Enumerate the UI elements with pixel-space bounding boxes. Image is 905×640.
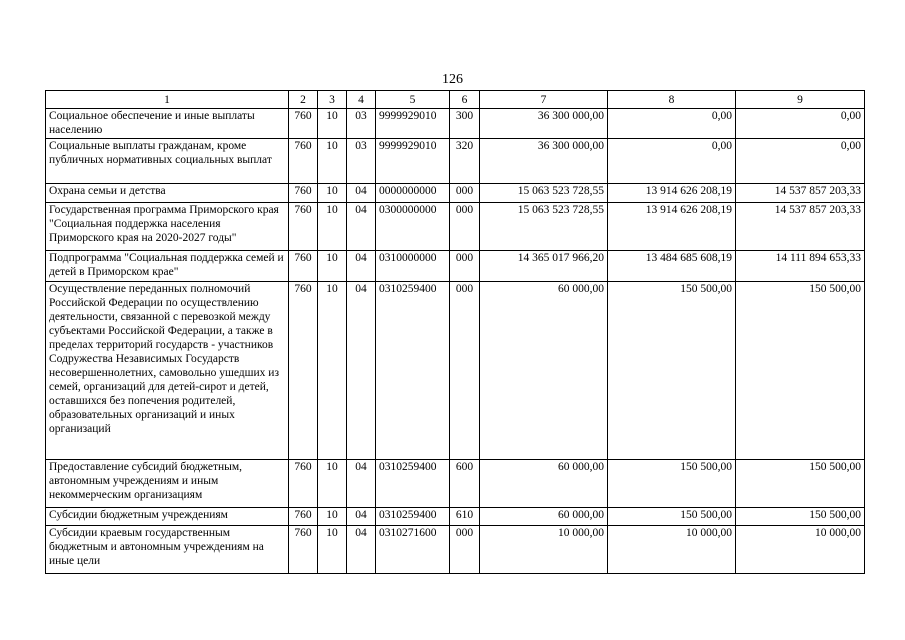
row-rz: 10 xyxy=(318,109,347,139)
row-pr: 04 xyxy=(347,203,376,251)
row-name: Подпрограмма "Социальная поддержка семей и детей в Приморском крае" xyxy=(46,251,289,282)
table-row xyxy=(46,251,865,282)
column-header: 7 xyxy=(480,91,608,109)
row-pr: 04 xyxy=(347,508,376,526)
column-header: 8 xyxy=(608,91,736,109)
row-name: Субсидии краевым государственным бюджетным и автономным учреждениям на иные цели xyxy=(46,526,289,574)
row-vr: 300 xyxy=(450,109,480,139)
table-row xyxy=(46,109,865,139)
row-csr: 0310259400 xyxy=(376,508,450,526)
budget-table xyxy=(45,90,865,574)
row-rz: 10 xyxy=(318,203,347,251)
table-row xyxy=(46,184,865,203)
table-row xyxy=(46,139,865,184)
page-number: 126 xyxy=(442,72,463,87)
row-gr: 760 xyxy=(289,184,318,203)
row-amount-9: 150 500,00 xyxy=(736,460,865,508)
row-amount-7: 15 063 523 728,55 xyxy=(480,184,608,203)
row-vr: 610 xyxy=(450,508,480,526)
column-header: 2 xyxy=(289,91,318,109)
row-rz: 10 xyxy=(318,508,347,526)
row-amount-7: 15 063 523 728,55 xyxy=(480,203,608,251)
row-pr: 04 xyxy=(347,526,376,574)
row-rz: 10 xyxy=(318,526,347,574)
row-amount-9: 0,00 xyxy=(736,109,865,139)
row-pr: 04 xyxy=(347,251,376,282)
row-name: Социальное обеспечение и иные выплаты населению xyxy=(46,109,289,139)
row-rz: 10 xyxy=(318,139,347,184)
row-amount-7: 60 000,00 xyxy=(480,508,608,526)
column-header: 4 xyxy=(347,91,376,109)
row-rz: 10 xyxy=(318,251,347,282)
row-csr: 0310000000 xyxy=(376,251,450,282)
table-row xyxy=(46,508,865,526)
row-name: Социальные выплаты гражданам, кроме публичных нормативных социальных выплат xyxy=(46,139,289,184)
table-row xyxy=(46,203,865,251)
row-rz: 10 xyxy=(318,184,347,203)
row-amount-8: 13 484 685 608,19 xyxy=(608,251,736,282)
row-gr: 760 xyxy=(289,508,318,526)
row-amount-9: 0,00 xyxy=(736,139,865,184)
row-vr: 000 xyxy=(450,184,480,203)
column-header: 9 xyxy=(736,91,865,109)
row-gr: 760 xyxy=(289,203,318,251)
column-header: 5 xyxy=(376,91,450,109)
table-row xyxy=(46,526,865,574)
row-pr: 03 xyxy=(347,139,376,184)
row-name: Государственная программа Приморского края "Социальная поддержка населения Приморского края на 2020-2027 годы" xyxy=(46,203,289,251)
row-csr: 0310259400 xyxy=(376,282,450,460)
row-gr: 760 xyxy=(289,251,318,282)
row-pr: 03 xyxy=(347,109,376,139)
table-row xyxy=(46,460,865,508)
row-vr: 000 xyxy=(450,203,480,251)
row-csr: 0300000000 xyxy=(376,203,450,251)
row-amount-9: 14 537 857 203,33 xyxy=(736,184,865,203)
row-amount-8: 150 500,00 xyxy=(608,508,736,526)
row-vr: 320 xyxy=(450,139,480,184)
row-vr: 600 xyxy=(450,460,480,508)
row-amount-8: 10 000,00 xyxy=(608,526,736,574)
column-header: 1 xyxy=(46,91,289,109)
row-gr: 760 xyxy=(289,109,318,139)
row-gr: 760 xyxy=(289,139,318,184)
row-amount-8: 0,00 xyxy=(608,139,736,184)
row-csr: 0310271600 xyxy=(376,526,450,574)
row-amount-7: 10 000,00 xyxy=(480,526,608,574)
row-name: Охрана семьи и детства xyxy=(46,184,289,203)
row-amount-8: 150 500,00 xyxy=(608,460,736,508)
row-vr: 000 xyxy=(450,526,480,574)
row-amount-9: 10 000,00 xyxy=(736,526,865,574)
row-csr: 0000000000 xyxy=(376,184,450,203)
row-gr: 760 xyxy=(289,460,318,508)
row-vr: 000 xyxy=(450,251,480,282)
column-header: 3 xyxy=(318,91,347,109)
row-amount-8: 13 914 626 208,19 xyxy=(608,203,736,251)
row-csr: 9999929010 xyxy=(376,109,450,139)
row-vr: 000 xyxy=(450,282,480,460)
row-gr: 760 xyxy=(289,282,318,460)
row-name: Осуществление переданных полномочий Российской Федерации по осуществлению деятельности, связанной с перевозкой между субъектами Российской Федерации, а также в пределах территорий государств - участников Содружества Независимых Государств несовершеннолетних, самовольно ушедших из семей, организаций для детей-сирот и детей, оставшихся без попечения родителей, образовательных организаций и иных организаций xyxy=(46,282,289,460)
row-amount-9: 14 111 894 653,33 xyxy=(736,251,865,282)
row-name: Предоставление субсидий бюджетным, автономным учреждениям и иным некоммерческим организациям xyxy=(46,460,289,508)
column-header: 6 xyxy=(450,91,480,109)
row-amount-7: 60 000,00 xyxy=(480,282,608,460)
row-amount-9: 150 500,00 xyxy=(736,282,865,460)
row-amount-7: 36 300 000,00 xyxy=(480,139,608,184)
row-rz: 10 xyxy=(318,460,347,508)
row-amount-9: 150 500,00 xyxy=(736,508,865,526)
row-csr: 9999929010 xyxy=(376,139,450,184)
row-amount-8: 0,00 xyxy=(608,109,736,139)
row-gr: 760 xyxy=(289,526,318,574)
row-csr: 0310259400 xyxy=(376,460,450,508)
row-name: Субсидии бюджетным учреждениям xyxy=(46,508,289,526)
row-amount-7: 60 000,00 xyxy=(480,460,608,508)
row-amount-7: 36 300 000,00 xyxy=(480,109,608,139)
row-amount-8: 150 500,00 xyxy=(608,282,736,460)
row-amount-8: 13 914 626 208,19 xyxy=(608,184,736,203)
row-pr: 04 xyxy=(347,282,376,460)
row-rz: 10 xyxy=(318,282,347,460)
header-row xyxy=(46,91,865,109)
table-row xyxy=(46,282,865,460)
row-pr: 04 xyxy=(347,460,376,508)
row-amount-9: 14 537 857 203,33 xyxy=(736,203,865,251)
row-pr: 04 xyxy=(347,184,376,203)
row-amount-7: 14 365 017 966,20 xyxy=(480,251,608,282)
